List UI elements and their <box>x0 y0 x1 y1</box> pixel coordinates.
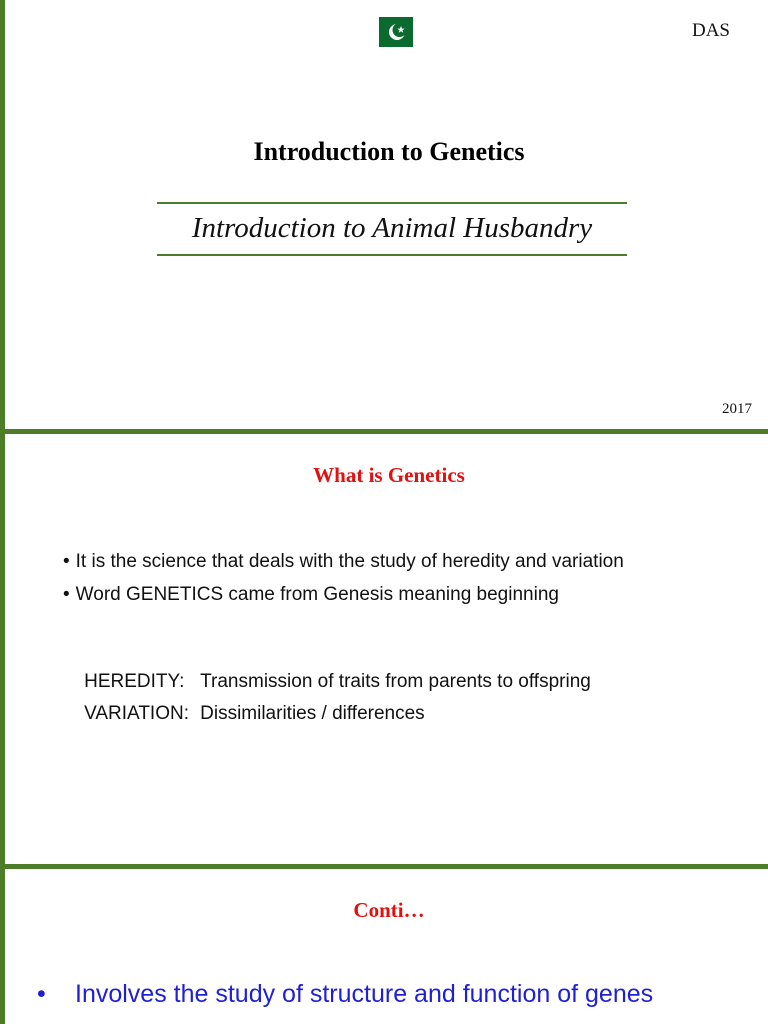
slide-heading: Conti… <box>353 898 425 922</box>
bullet-item <box>63 584 559 606</box>
bullet-dot-icon: • <box>63 584 70 605</box>
slide-subtitle: Introduction to Animal Husbandry <box>191 212 593 244</box>
slide-title: Introduction to Genetics <box>253 137 525 166</box>
subtitle-bottom-rule <box>157 254 627 256</box>
author-label: DAS <box>691 20 730 41</box>
title-slide <box>0 0 768 429</box>
slide-heading: What is Genetics <box>313 463 465 487</box>
definition-term: HEREDITY: <box>84 671 185 692</box>
bullet-text: Word GENETICS came from Genesis meaning beginning <box>75 584 559 605</box>
definition-text: Dissimilarities / differences <box>200 703 425 724</box>
bullet-item <box>37 980 653 1009</box>
bullet-text: It is the science that deals with the study of heredity and variation <box>75 551 624 572</box>
subtitle-top-rule <box>157 202 627 204</box>
bullet-item <box>63 551 624 573</box>
what-is-genetics-slide <box>0 434 768 864</box>
definition-text: Transmission of traits from parents to offspring <box>200 671 591 692</box>
definition-term: VARIATION: <box>84 703 189 724</box>
definition-row <box>63 681 425 747</box>
bullet-dot-icon: • <box>37 980 46 1008</box>
pakistan-flag-icon <box>367 17 413 47</box>
year-label: 2017 <box>722 401 752 417</box>
bullet-text: Involves the study of structure and function of genes <box>75 980 654 1008</box>
bullet-dot-icon: • <box>63 551 70 572</box>
conti-slide <box>0 869 768 1024</box>
